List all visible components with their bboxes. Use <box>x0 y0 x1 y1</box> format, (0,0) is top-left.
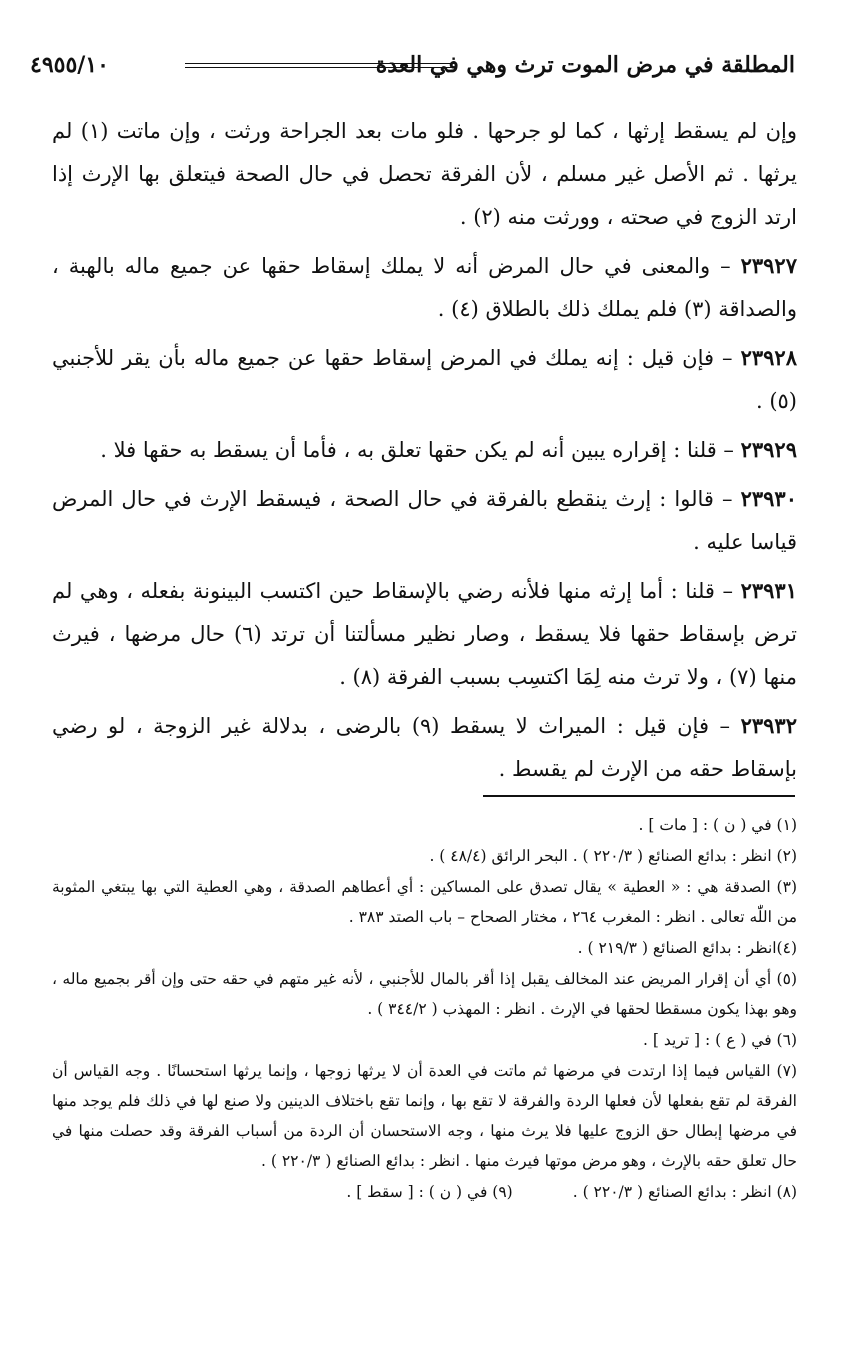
paragraph-number: ٢٣٩٢٨ <box>740 345 797 370</box>
footnote-1: (١) في ( ن ) : [ مات ] . <box>638 816 797 834</box>
footnote-3: (٣) الصدقة هي : « العطية » يقال تصدق على المساكين : أي أعطاهم الصدقة ، وهي العطية التي بها يبتغي المثوبة من اللّٰه تعالى . انظر : المغرب ٢٦٤ ، مختار الصحاح – باب الصتد ٣٨٣ . <box>52 878 797 926</box>
footnote-9: (٩) في ( ن ) : [ سقط ] . <box>346 1183 513 1201</box>
footnote-7: (٧) القياس فيما إذا ارتدت في مرضها ثم ماتت في العدة أن لا يرثها زوجها ، وإنما يرثها استحسانًا . وجه القياس أن الفرقة لم تقع بفعلها لأن فعلها الردة والفرقة لا تقع بها ، وإنما تقع باختلاف الدينين ولا صنع لها في ذلك فلم يوجد منها في مرضها إبطال حق الزوج عليها فلا يرث منها ، وجه الاستحسان أن الردة من أسباب الفرقة وقد حصلت منها في حال تعلق حقه بالإرث ، وهو مرض موتها فيرث منها . انظر : بدائع الصنائع ( ٢٢٠/٣ ) . <box>52 1062 797 1170</box>
paragraph-23928 <box>52 336 797 423</box>
page-number: ٤٩٥٥/١٠ <box>30 52 109 78</box>
paragraph-text: – قلنا : إقراره يبين أنه لم يكن حقها تعلق به ، فأما أن يسقط به حقها فلا . <box>100 438 741 462</box>
footnote-2: (٢) انظر : بدائع الصنائع ( ٢٢٠/٣ ) . البحر الرائق (٤٨/٤ ) . <box>429 847 797 865</box>
paragraph-23931 <box>52 569 797 699</box>
footnote-5: (٥) أي أن إقرار المريض عند المخالف يقبل إذا أقر بالمال للأجنبي ، لأنه غير متهم في حقه حتى وإن أقر بجميع ماله ، وهو بهذا يكون مسقطا لحقها في الإرث . انظر : المهذب ( ٣٤٤/٢ ) . <box>52 970 797 1018</box>
paragraph-23932 <box>52 704 797 791</box>
paragraph-23930 <box>52 477 797 564</box>
paragraph-number: ٢٣٩٢٧ <box>740 253 797 278</box>
footnote-8: (٨) انظر : بدائع الصنائع ( ٢٢٠/٣ ) . <box>572 1183 797 1201</box>
paragraph-number: ٢٣٩٢٩ <box>740 437 797 462</box>
paragraph-text: – قلنا : أما إرثه منها فلأنه رضي بالإسقاط حين اكتسب البينونة بفعله ، وهي لم ترض بإسقاط حقها فلا يسقط ، وصار نظير مسألتنا أن ترتد (٦) حال مرضها ، فيرث منها (٧) ، ولا ترث منه لِمَا اكتسِب بسبب الفرقة (٨) . <box>52 579 797 689</box>
paragraph-number: ٢٣٩٣٠ <box>740 486 797 511</box>
paragraph-text: وإن لم يسقط إرثها ، كما لو جرحها . فلو مات بعد الجراحة ورثت ، وإن ماتت (١) لم يرثها . ثم الأصل غير مسلم ، لأن الفرقة تحصل في حال الصحة فيتعلق بها الإرث إذا ارتد الزوج في صحته ، وورثت منه (٢) . <box>52 119 797 229</box>
paragraph-number: ٢٣٩٣١ <box>740 578 797 603</box>
footnote-separator <box>483 795 795 797</box>
paragraph <box>52 110 797 239</box>
paragraph-text: – والمعنى في حال المرض أنه لا يملك إسقاط حقها عن جميع ماله بالهبة ، والصداقة (٣) فلم يملك ذلك بالطلاق (٤) . <box>52 254 797 321</box>
footnote-6: (٦) في ( ع ) : [ تريد ] . <box>642 1031 797 1049</box>
paragraph-number: ٢٣٩٣٢ <box>740 713 797 738</box>
paragraph-23929 <box>52 428 797 472</box>
footnote-4: (٤)انظر : بدائع الصنائع ( ٢١٩/٣ ) . <box>577 939 797 957</box>
header-rule <box>185 63 455 68</box>
header-title: المطلقة في مرض الموت ترث وهي في العدة <box>375 52 795 78</box>
footnote-row <box>52 1177 797 1207</box>
footnotes <box>52 810 797 1207</box>
main-text <box>52 110 797 796</box>
paragraph-text: – فإن قيل : الميراث لا يسقط (٩) بالرضى ، بدلالة غير الزوجة ، لو رضي بإسقاط حقه من الإرث لم يقسط . <box>52 714 797 781</box>
paragraph-text: – قالوا : إرث ينقطع بالفرقة في حال الصحة ، فيسقط الإرث في حال المرض قياسا عليه . <box>52 487 797 554</box>
paragraph-23927 <box>52 244 797 331</box>
paragraph-text: – فإن قيل : إنه يملك في المرض إسقاط حقها عن جميع ماله بأن يقر للأجنبي (٥) . <box>52 346 797 413</box>
running-header <box>30 52 795 92</box>
